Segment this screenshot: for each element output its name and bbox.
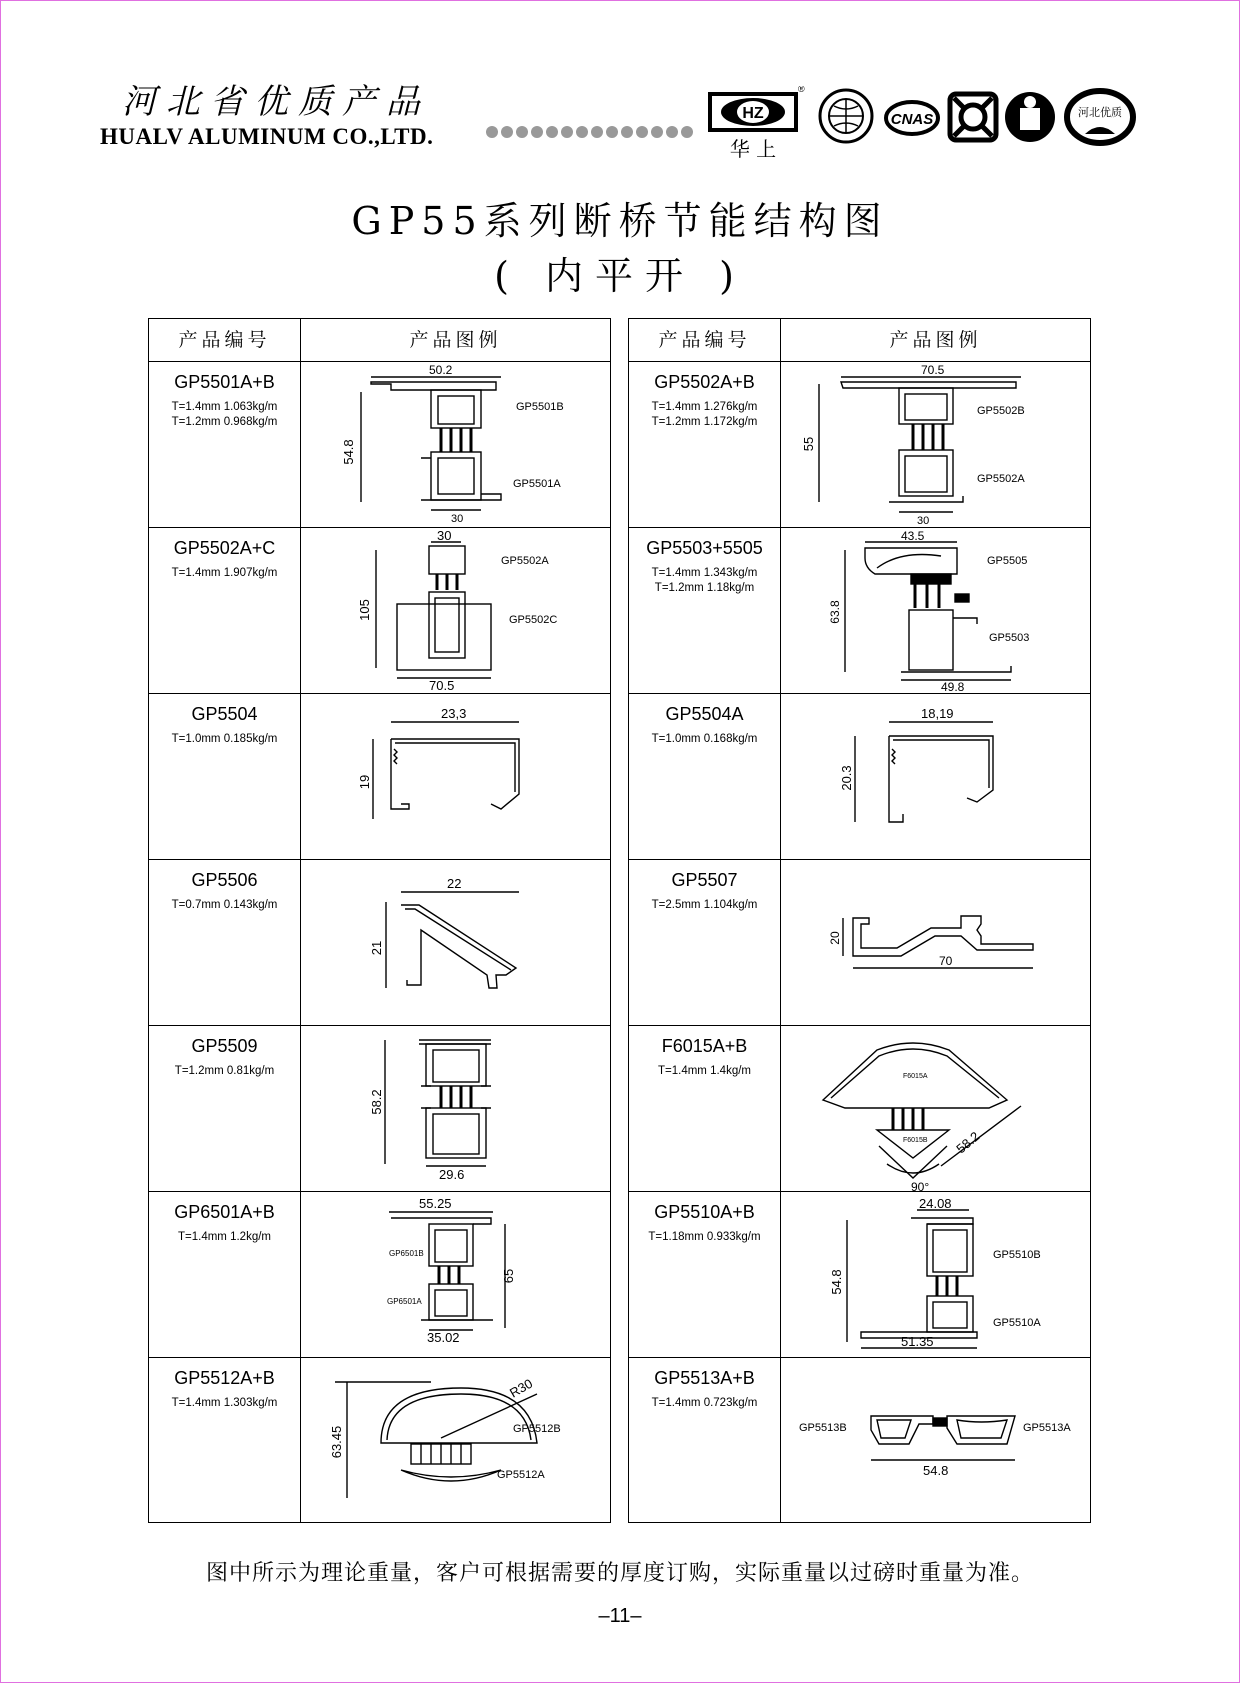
table-row <box>149 362 610 528</box>
svg-text:58.2: 58.2 <box>369 1089 384 1115</box>
svg-text:F6015A: F6015A <box>903 1073 928 1080</box>
certification-logos <box>708 86 1148 166</box>
company-name: HUALV ALUMINUM CO.,LTD. <box>100 124 434 149</box>
profile-drawing <box>301 528 611 693</box>
table-row <box>629 528 1090 694</box>
table-row <box>149 1192 610 1358</box>
table-row <box>629 362 1090 528</box>
svg-text:70.5: 70.5 <box>921 363 945 377</box>
svg-text:63.45: 63.45 <box>329 1425 344 1459</box>
svg-text:70: 70 <box>939 954 953 968</box>
svg-text:30: 30 <box>917 515 930 527</box>
svg-text:®: ® <box>798 86 805 94</box>
svg-text:23,3: 23,3 <box>441 706 467 721</box>
profile-drawing <box>781 1026 1091 1191</box>
svg-text:51.35: 51.35 <box>901 1334 934 1349</box>
svg-text:43.5: 43.5 <box>901 529 925 543</box>
svg-text:54.8: 54.8 <box>829 1269 844 1295</box>
profile-drawing <box>781 362 1091 527</box>
product-code: GP5501A+B <box>174 372 275 392</box>
page-number: –11– <box>598 1605 642 1627</box>
product-spec: T=1.4mm 1.907kg/m <box>171 567 278 579</box>
svg-text:35.02: 35.02 <box>427 1330 460 1345</box>
product-spec: T=1.4mm 1.063kg/m T=1.2mm 0.968kg/m <box>171 401 278 428</box>
quality-mark-icon <box>950 94 996 140</box>
hualv-logo-icon <box>710 86 805 130</box>
product-table-left <box>148 318 611 1523</box>
product-spec: T=1.4mm 1.2kg/m <box>178 1231 271 1243</box>
svg-text:CNAS: CNAS <box>890 111 934 128</box>
profile-drawing <box>301 1192 611 1357</box>
table-row <box>149 1358 610 1524</box>
svg-text:GP5502C: GP5502C <box>509 614 558 626</box>
table-row <box>629 860 1090 1026</box>
svg-text:GP5502B: GP5502B <box>977 405 1025 417</box>
table-header <box>149 319 610 362</box>
footer-note: 图中所示为理论重量，客户可根据需要的厚度订购，实际重量以过磅时重量为准。 <box>205 1561 1034 1586</box>
svg-text:GP5501B: GP5501B <box>516 401 564 413</box>
svg-text:GP6501B: GP6501B <box>389 1249 424 1258</box>
profile-drawing <box>781 694 1091 859</box>
svg-text:GP5501A: GP5501A <box>513 478 561 490</box>
header-product-code: 产品编号 <box>658 329 751 351</box>
product-code: GP5510A+B <box>654 1202 755 1222</box>
profile-drawing <box>301 694 611 859</box>
table-row <box>149 528 610 694</box>
table-row <box>629 1192 1090 1358</box>
svg-text:21: 21 <box>369 940 384 956</box>
product-spec: T=1.4mm 1.276kg/m T=1.2mm 1.172kg/m <box>651 401 758 428</box>
product-code: GP5504A <box>665 704 744 724</box>
svg-text:70.5: 70.5 <box>429 678 455 693</box>
table-row <box>629 694 1090 860</box>
svg-text:GP5505: GP5505 <box>987 555 1028 567</box>
product-code: GP5502A+C <box>173 538 276 558</box>
profile-drawing <box>781 528 1091 693</box>
product-code: GP5504 <box>191 704 258 724</box>
product-code: GP5506 <box>191 870 258 890</box>
table-row <box>149 860 610 1026</box>
brand-caption: 华 上 <box>729 137 777 161</box>
svg-text:30: 30 <box>437 528 452 543</box>
product-code: GP6501A+B <box>174 1202 275 1222</box>
seal-text: 河北优质 <box>1078 106 1122 119</box>
cnas-icon <box>886 102 938 134</box>
profile-drawing <box>301 362 611 527</box>
table-row <box>149 1026 610 1192</box>
product-spec: T=1.2mm 0.81kg/m <box>174 1065 275 1077</box>
svg-text:GP5503: GP5503 <box>989 632 1030 644</box>
product-code: GP5503+5505 <box>646 538 763 558</box>
svg-text:58.2: 58.2 <box>953 1128 983 1157</box>
table-row <box>629 1358 1090 1524</box>
svg-text:20: 20 <box>828 931 842 945</box>
profile-drawing <box>301 1358 611 1523</box>
table-header <box>629 319 1090 362</box>
svg-text:GP6501A: GP6501A <box>387 1297 422 1306</box>
svg-text:24.08: 24.08 <box>919 1196 952 1211</box>
product-code: F6015A+B <box>661 1036 748 1056</box>
svg-text:105: 105 <box>357 599 372 621</box>
product-spec: T=1.4mm 1.303kg/m <box>171 1397 278 1409</box>
svg-text:18,19: 18,19 <box>921 706 954 721</box>
svg-text:GP5510A: GP5510A <box>993 1317 1041 1329</box>
svg-text:63.8: 63.8 <box>828 600 842 624</box>
table-row <box>629 1026 1090 1192</box>
header-product-code: 产品编号 <box>178 329 271 351</box>
svg-text:GP5502A: GP5502A <box>977 473 1025 485</box>
page-title: GP55系列断桥节能结构图 <box>351 199 889 243</box>
svg-text:GP5502A: GP5502A <box>501 555 549 567</box>
svg-text:65: 65 <box>501 1268 516 1284</box>
profile-drawing <box>781 860 1091 1025</box>
svg-text:55.25: 55.25 <box>419 1196 452 1211</box>
header-product-figure: 产品图例 <box>889 329 982 351</box>
svg-text:GP5513B: GP5513B <box>799 1422 847 1434</box>
profile-drawing <box>781 1192 1091 1357</box>
table-row <box>149 694 610 860</box>
svg-text:90°: 90° <box>911 1180 930 1191</box>
header-dot-divider <box>486 126 693 140</box>
header-slogan: 河北省优质产品 <box>122 82 430 122</box>
page-subtitle: ( 内平开 ) <box>494 254 746 298</box>
award-emblem-icon <box>1005 92 1055 142</box>
svg-text:22: 22 <box>447 876 462 891</box>
profile-drawing <box>781 1358 1091 1523</box>
svg-text:HZ: HZ <box>742 105 764 122</box>
product-code: GP5509 <box>191 1036 258 1056</box>
profile-drawing <box>301 860 611 1025</box>
svg-text:GP5513A: GP5513A <box>1023 1422 1071 1434</box>
svg-text:R30: R30 <box>507 1375 536 1401</box>
svg-text:GP5510B: GP5510B <box>993 1249 1041 1261</box>
product-code: GP5502A+B <box>654 372 755 392</box>
product-spec: T=1.4mm 1.343kg/m T=1.2mm 1.18kg/m <box>651 567 758 594</box>
header-product-figure: 产品图例 <box>409 329 502 351</box>
product-spec: T=0.7mm 0.143kg/m <box>171 899 278 911</box>
svg-text:54.8: 54.8 <box>341 439 356 465</box>
svg-text:30: 30 <box>451 513 464 525</box>
svg-text:54.8: 54.8 <box>923 1463 949 1478</box>
product-spec: T=1.18mm 0.933kg/m <box>648 1231 761 1243</box>
product-spec: T=2.5mm 1.104kg/m <box>651 899 758 911</box>
svg-text:F6015B: F6015B <box>903 1137 928 1144</box>
product-code: GP5507 <box>671 870 738 890</box>
hebei-quality-seal-icon <box>1067 91 1133 143</box>
svg-text:50.2: 50.2 <box>429 363 453 377</box>
svg-text:19: 19 <box>357 774 372 790</box>
product-table-right <box>628 318 1091 1523</box>
product-spec: T=1.4mm 0.723kg/m <box>651 1397 758 1409</box>
svg-text:55: 55 <box>801 436 816 452</box>
svg-text:GP5512A: GP5512A <box>497 1469 545 1481</box>
product-spec: T=1.4mm 1.4kg/m <box>658 1065 751 1077</box>
svg-text:49.8: 49.8 <box>941 680 965 693</box>
globe-seal-icon <box>820 90 872 142</box>
product-code: GP5512A+B <box>174 1368 275 1388</box>
svg-text:20.3: 20.3 <box>839 765 854 791</box>
product-spec: T=1.0mm 0.168kg/m <box>651 733 758 745</box>
product-code: GP5513A+B <box>654 1368 755 1388</box>
profile-drawing <box>301 1026 611 1191</box>
product-spec: T=1.0mm 0.185kg/m <box>171 733 278 745</box>
svg-text:GP5512B: GP5512B <box>513 1423 561 1435</box>
svg-text:29.6: 29.6 <box>439 1167 465 1182</box>
